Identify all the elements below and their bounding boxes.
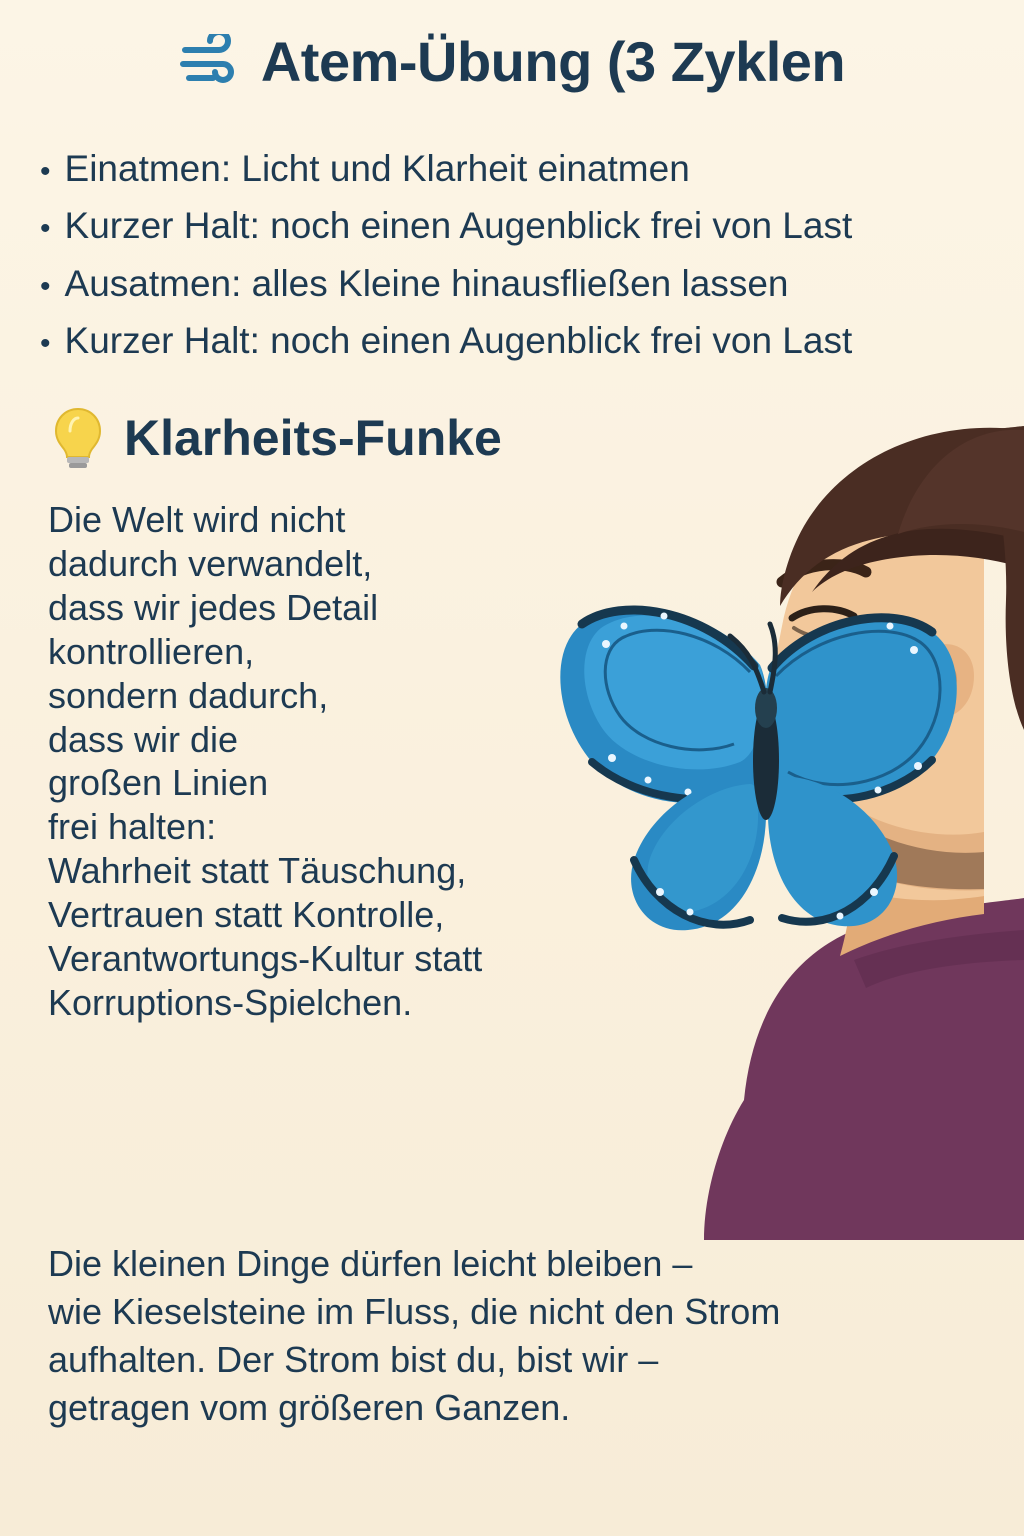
list-item-label: Kurzer Halt: noch einen Augenblick frei von Last	[64, 320, 853, 362]
bullet-icon: •	[40, 269, 51, 303]
quote-line: Die Welt wird nicht	[48, 499, 346, 540]
breath-exercise-header	[0, 30, 1024, 93]
closing-paragraph	[48, 1240, 978, 1432]
closing-line: getragen vom größeren Ganzen.	[48, 1386, 571, 1428]
quote-line: frei halten:	[48, 806, 217, 848]
quote-line: Vertrauen statt Kontrolle,	[48, 894, 445, 936]
list-item-label: Kurzer Halt: noch einen Augenblick frei von Last	[64, 205, 853, 247]
closing-line: aufhalten. Der Strom bist du, bist wir –	[48, 1338, 659, 1380]
list-item-label: Einatmen: Licht und Klarheit einatmen	[64, 148, 690, 189]
page-title: Atem-Übung (3 Zyklen	[260, 30, 846, 93]
bullet-icon: •	[40, 327, 51, 361]
quote-line: dass wir die	[48, 718, 239, 760]
clarity-quote	[48, 498, 668, 1025]
bullet-icon: •	[40, 155, 51, 188]
closing-line: Die kleinen Dinge dürfen leicht bleiben –	[48, 1243, 693, 1284]
quote-line: kontrollieren,	[48, 630, 255, 672]
wind-icon	[179, 34, 243, 90]
list-item	[40, 140, 1015, 197]
closing-line: wie Kieselsteine im Fluss, die nicht den Strom	[48, 1290, 781, 1332]
section-title: Klarheits-Funke	[124, 410, 502, 466]
quote-line: sondern dadurch,	[48, 674, 329, 716]
quote-line: dass wir jedes Detail	[48, 586, 379, 628]
list-item-label: Ausatmen: alles Kleine hinausfließen lassen	[64, 262, 789, 304]
list-item	[40, 197, 1015, 254]
list-item	[40, 255, 1015, 312]
lightbulb-icon	[52, 405, 104, 471]
quote-line: Wahrheit statt Täuschung,	[48, 850, 467, 892]
bullet-icon: •	[40, 212, 51, 246]
list-item	[40, 312, 1015, 369]
quote-line: dadurch verwandelt,	[48, 542, 373, 584]
breath-steps-list	[40, 140, 1015, 369]
quote-line: Verantwortungs-Kultur statt	[48, 938, 483, 980]
quote-line: großen Linien	[48, 762, 269, 804]
quote-line: Korruptions-Spielchen.	[48, 981, 413, 1023]
clarity-spark-header	[52, 405, 502, 471]
